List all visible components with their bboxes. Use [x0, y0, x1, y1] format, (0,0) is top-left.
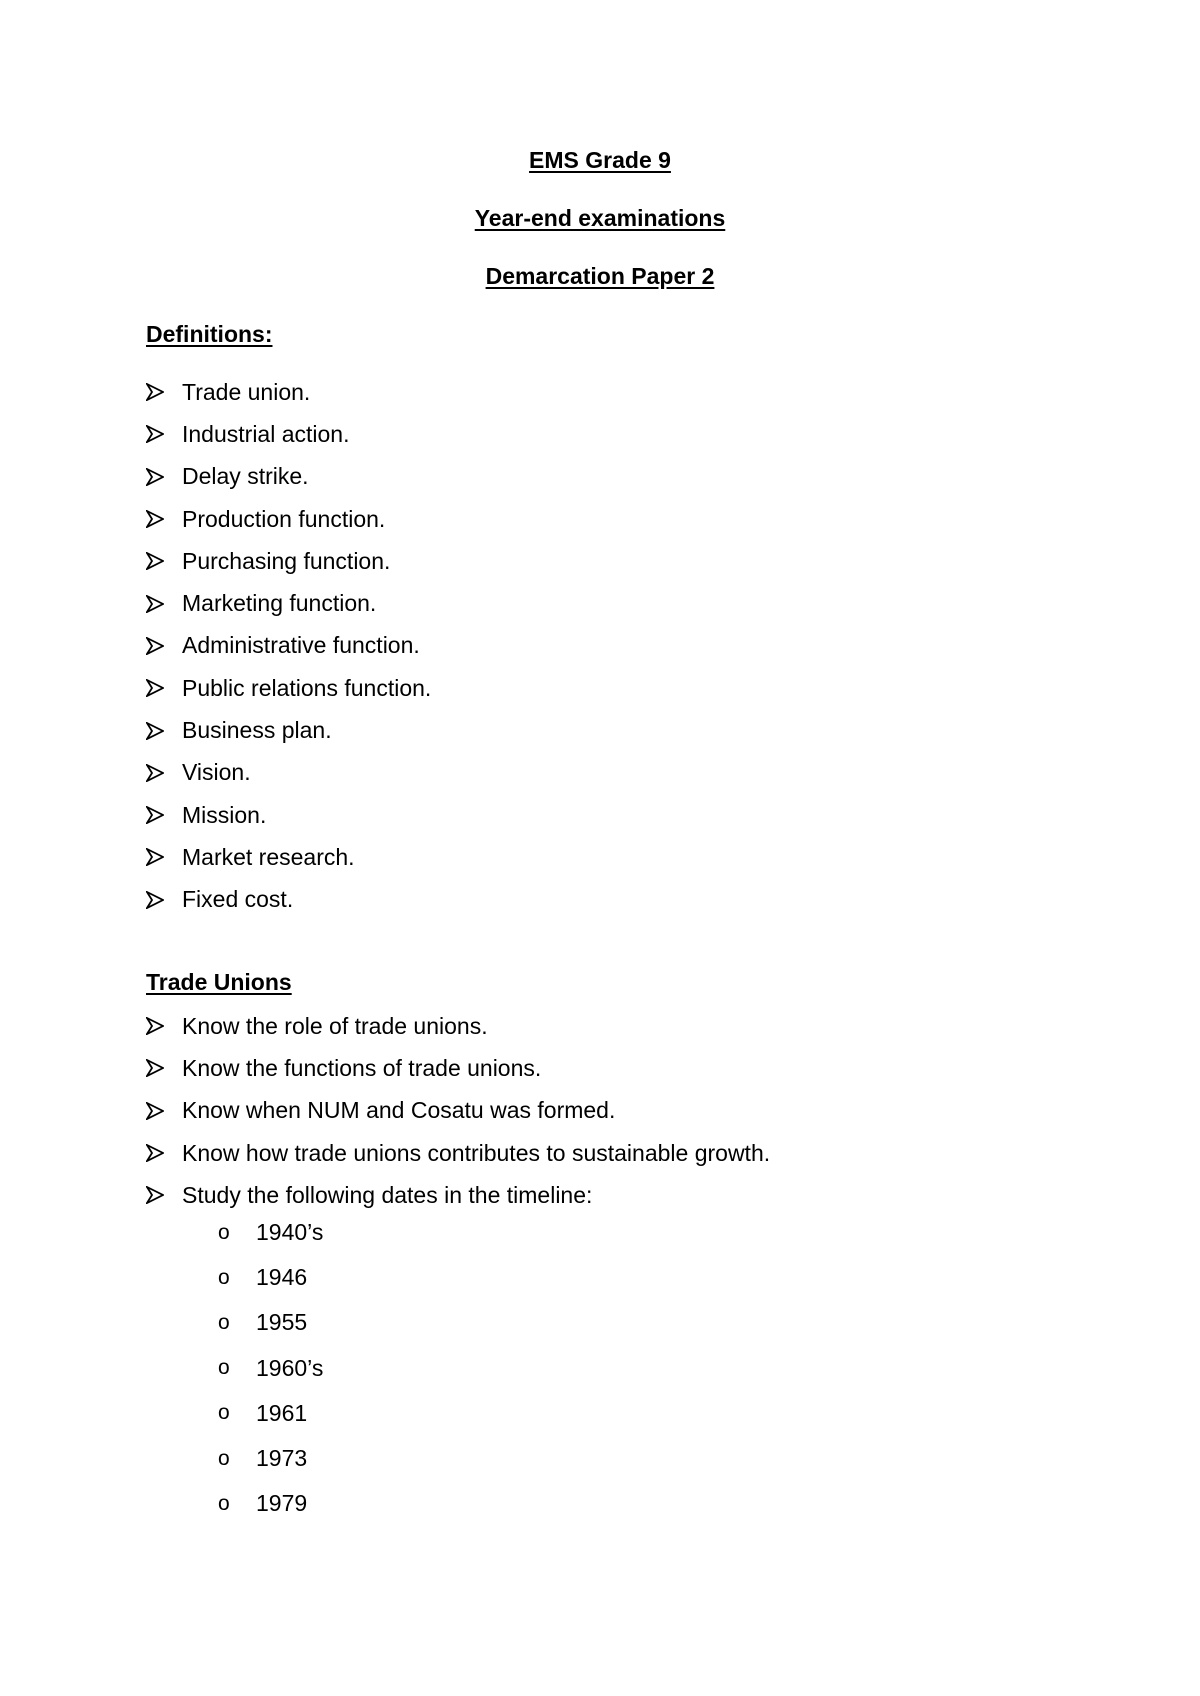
list-item — [146, 794, 431, 836]
arrow-bullet-icon — [146, 764, 182, 782]
list-item-text: Public relations function. — [182, 674, 432, 701]
circle-bullet-icon: o — [218, 1310, 230, 1334]
list-item-text: Business plan. — [182, 717, 332, 744]
circle-bullet-icon: o — [218, 1220, 230, 1244]
list-item-text: Industrial action. — [182, 420, 350, 447]
list-item — [146, 879, 431, 921]
arrow-bullet-icon — [146, 510, 182, 528]
date-text: 1955 — [256, 1309, 308, 1336]
timeline-dates-list — [218, 1210, 323, 1526]
date-item — [218, 1391, 323, 1436]
document-subtitle: Year-end examinations — [474, 205, 726, 231]
list-item-text: Fixed cost. — [182, 886, 294, 913]
arrow-bullet-icon — [146, 722, 182, 740]
list-item — [146, 1005, 770, 1047]
arrow-bullet-icon — [146, 468, 182, 486]
date-text: 1973 — [256, 1445, 308, 1472]
list-item — [146, 667, 431, 709]
list-item — [146, 456, 431, 498]
list-item-text: Know the functions of trade unions. — [182, 1054, 542, 1081]
date-item — [218, 1346, 323, 1391]
definitions-heading: Definitions: — [146, 321, 273, 347]
list-item — [146, 371, 431, 413]
arrow-bullet-icon — [146, 1017, 182, 1035]
list-item-text: Mission. — [182, 801, 267, 828]
circle-bullet-icon: o — [218, 1265, 230, 1289]
arrow-bullet-icon — [146, 848, 182, 866]
arrow-bullet-icon — [146, 1186, 182, 1204]
list-item-text: Marketing function. — [182, 590, 377, 617]
circle-bullet-icon: o — [218, 1446, 230, 1470]
list-item-text: Vision. — [182, 759, 251, 786]
list-item-text: Know how trade unions contributes to sustainable growth. — [182, 1139, 771, 1166]
list-item — [146, 540, 431, 582]
list-item-text: Purchasing function. — [182, 547, 391, 574]
date-item — [218, 1210, 323, 1255]
date-item — [218, 1255, 323, 1300]
date-text: 1946 — [256, 1264, 308, 1291]
document-title: EMS Grade 9 — [529, 147, 671, 173]
list-item — [146, 498, 431, 540]
list-item — [146, 836, 431, 878]
arrow-bullet-icon — [146, 637, 182, 655]
list-item-text: Know when NUM and Cosatu was formed. — [182, 1097, 616, 1124]
list-item-text: Market research. — [182, 843, 355, 870]
date-text: 1979 — [256, 1490, 308, 1517]
list-item-text: Study the following dates in the timeline: — [182, 1181, 593, 1208]
list-item — [146, 1047, 770, 1089]
arrow-bullet-icon — [146, 383, 182, 401]
list-item — [146, 709, 431, 751]
list-item-text: Know the role of trade unions. — [182, 1012, 488, 1039]
list-item — [146, 582, 431, 624]
list-item-text: Delay strike. — [182, 463, 309, 490]
list-item-text: Production function. — [182, 505, 386, 532]
definitions-list — [146, 371, 431, 921]
list-item-text: Trade union. — [182, 378, 311, 405]
circle-bullet-icon: o — [218, 1491, 230, 1515]
trade-unions-heading: Trade Unions — [146, 969, 292, 995]
circle-bullet-icon: o — [218, 1356, 230, 1380]
date-item — [218, 1436, 323, 1481]
arrow-bullet-icon — [146, 679, 182, 697]
date-text: 1960’s — [256, 1354, 324, 1381]
date-item — [218, 1300, 323, 1345]
circle-bullet-icon: o — [218, 1401, 230, 1425]
arrow-bullet-icon — [146, 552, 182, 570]
date-text: 1940’s — [256, 1219, 324, 1246]
paper-title: Demarcation Paper 2 — [485, 263, 715, 289]
list-item — [146, 413, 431, 455]
trade-unions-list — [146, 1005, 770, 1216]
list-item — [146, 752, 431, 794]
arrow-bullet-icon — [146, 595, 182, 613]
date-text: 1961 — [256, 1399, 308, 1426]
list-item-text: Administrative function. — [182, 632, 420, 659]
date-item — [218, 1481, 323, 1526]
list-item — [146, 1132, 770, 1174]
arrow-bullet-icon — [146, 1102, 182, 1120]
list-item — [146, 1090, 770, 1132]
arrow-bullet-icon — [146, 806, 182, 824]
list-item — [146, 625, 431, 667]
arrow-bullet-icon — [146, 891, 182, 909]
arrow-bullet-icon — [146, 1144, 182, 1162]
arrow-bullet-icon — [146, 1059, 182, 1077]
arrow-bullet-icon — [146, 425, 182, 443]
